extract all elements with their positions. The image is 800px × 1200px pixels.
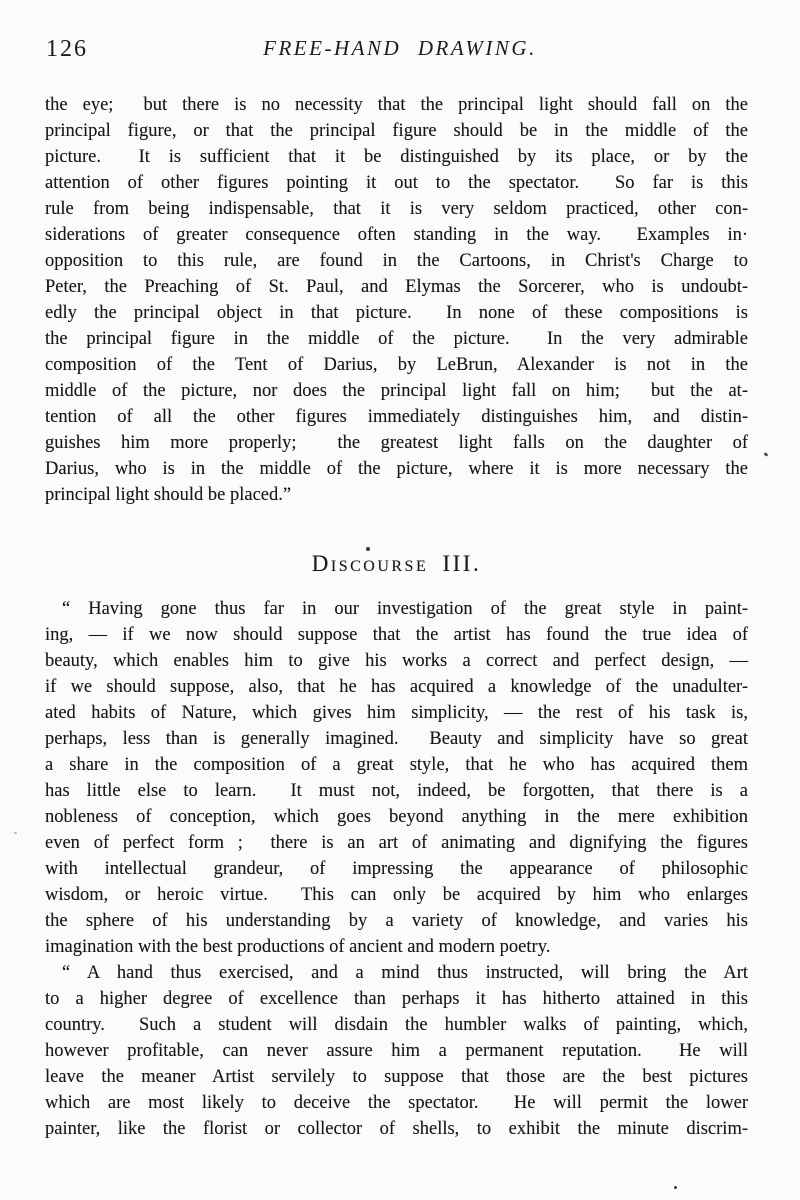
page-body: [45, 92, 748, 1142]
text-line: painter, like the florist or collector of shells, to exhibit the minute discrim-: [45, 1119, 748, 1139]
ink-speck: [366, 547, 370, 551]
text-line: edly the principal object in that picture. In none of these compositions is: [45, 303, 748, 323]
text-line: opposition to this rule, are found in the Cartoons, in Christ's Charge to: [45, 251, 748, 271]
text-line: imagination with the best productions of ancient and modern poetry.: [45, 937, 551, 957]
text-line: however profitable, can never assure him a permanent reputation. He will: [45, 1041, 748, 1061]
paragraph: [45, 596, 748, 960]
text-line: middle of the picture, nor does the principal light fall on him; but the at-: [45, 381, 748, 401]
text-line: country. Such a student will disdain the humbler walks of painting, which,: [45, 1015, 748, 1035]
text-line: the principal figure in the middle of the picture. In the very admirable: [45, 329, 748, 349]
section-heading: Discourse III.: [311, 551, 482, 576]
text-line: principal figure, or that the principal figure should be in the middle of the: [45, 121, 748, 141]
text-line: which are most likely to deceive the spectator. He will permit the lower: [45, 1093, 748, 1113]
text-line: principal light should be placed.”: [45, 485, 292, 505]
text-line: Peter, the Preaching of St. Paul, and Elymas the Sorcerer, who is undoubt-: [45, 277, 748, 297]
text-line: rule from being indispensable, that it is very seldom practiced, other con-: [45, 199, 748, 219]
text-line: wisdom, or heroic virtue. This can only be acquired by him who enlarges: [45, 885, 748, 905]
text-line: a share in the composition of a great style, that he who has acquired them: [45, 755, 748, 775]
text-line: has little else to learn. It must not, indeed, be forgotten, that there is a: [45, 781, 748, 801]
ink-speck: [674, 1186, 677, 1189]
ink-speck: [764, 452, 769, 457]
text-line: the sphere of his understanding by a variety of knowledge, and varies his: [45, 911, 748, 931]
text-line: guishes him more properly; the greatest light falls on the daughter of: [45, 433, 748, 453]
text-line: “ Having gone thus far in our investigation of the great style in paint-: [62, 599, 748, 619]
paragraph: [45, 960, 748, 1142]
text-line: ated habits of Nature, which gives him simplicity, — the rest of his task is,: [45, 703, 748, 723]
text-line: with intellectual grandeur, of impressing the appearance of philosophic: [45, 859, 748, 879]
text-line: composition of the Tent of Darius, by LeBrun, Alexander is not in the: [45, 355, 748, 375]
text-line: nobleness of conception, which goes beyond anything in the mere exhibition: [45, 807, 748, 827]
text-line: siderations of greater consequence often standing in the way. Examples in·: [45, 225, 748, 245]
text-line: attention of other figures pointing it out to the spectator. So far is this: [45, 173, 748, 193]
text-line: tention of all the other figures immediately distinguishes him, and distin-: [45, 407, 748, 427]
running-title: FREE-HAND DRAWING.: [263, 36, 537, 60]
text-line: ing, — if we now should suppose that the artist has found the true idea of: [45, 625, 748, 645]
text-line: picture. It is sufficient that it be distinguished by its place, or by the: [45, 147, 748, 167]
text-line: the eye; but there is no necessity that the principal light should fall on the: [45, 95, 748, 115]
text-line: to a higher degree of excellence than perhaps it has hitherto attained in this: [45, 989, 748, 1009]
text-line: leave the meaner Artist servilely to suppose that those are the best pictures: [45, 1067, 748, 1087]
text-line: if we should suppose, also, that he has acquired a knowledge of the unadulter-: [45, 677, 748, 697]
page-number: 126: [46, 36, 88, 62]
text-line: Darius, who is in the middle of the picture, where it is more necessary the: [45, 459, 748, 479]
running-header: [0, 34, 800, 68]
text-line: “ A hand thus exercised, and a mind thus instructed, will bring the Art: [62, 963, 748, 983]
paragraph: [45, 92, 748, 508]
text-line: beauty, which enables him to give his works a correct and perfect design, —: [45, 651, 748, 671]
text-line: perhaps, less than is generally imagined. Beauty and simplicity have so great: [45, 729, 748, 749]
text-line: even of perfect form ; there is an art of animating and dignifying the figures: [45, 833, 748, 853]
ink-speck: [14, 832, 17, 834]
